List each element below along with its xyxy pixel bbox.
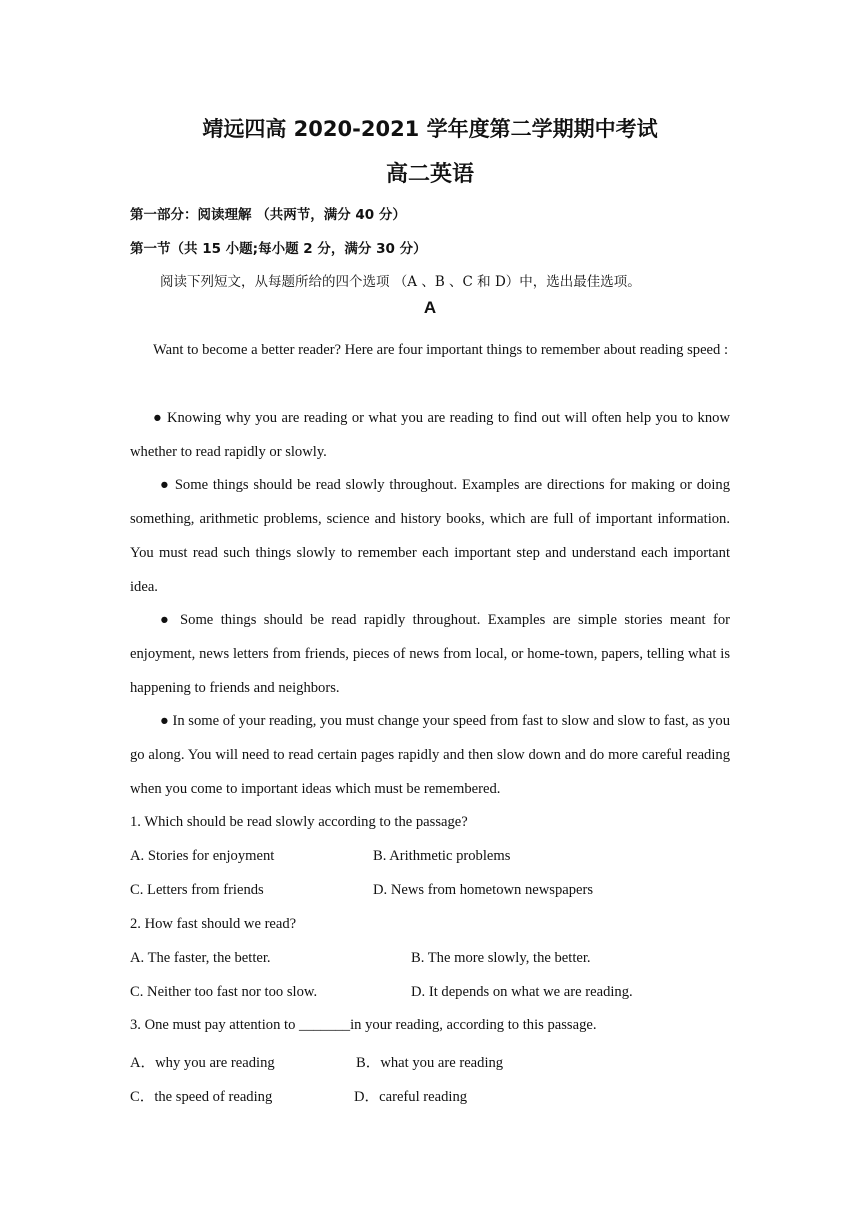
- question-2-stem: 2. How fast should we read?: [130, 916, 297, 932]
- question-3-option-a: A．why you are reading: [130, 1055, 275, 1071]
- question-1-option-c: C. Letters from friends: [130, 882, 264, 898]
- passage-point-1: ● Knowing why you are reading or what you are reading to find out will often help you to know whether to read rapidly or slowly.: [130, 410, 730, 460]
- instructions: 阅读下列短文，从每题所给的四个选项 （A 、B 、C 和 D）中，选出最佳选项。: [160, 274, 641, 290]
- exam-title: 靖远四高 2020-2021 学年度第二学期期中考试: [202, 117, 658, 141]
- question-1-option-a: A. Stories for enjoyment: [130, 848, 275, 864]
- question-1-stem: 1. Which should be read slowly according to the passage?: [130, 814, 468, 830]
- question-3-option-d: D．careful reading: [354, 1089, 468, 1105]
- question-2-option-d: D. It depends on what we are reading.: [411, 984, 633, 1000]
- section-heading: 第一节（共 15 小题;每小题 2 分，满分 30 分）: [130, 241, 427, 257]
- question-3-option-c: C．the speed of reading: [130, 1089, 273, 1105]
- passage-point-4: ● In some of your reading, you must change your speed from fast to slow and slow to fast, as you go along. You will need to read certain pages rapidly and then slow down and do more careful reading when you come to important ideas which must be remembered.: [130, 713, 730, 797]
- passage-point-3: ● Some things should be read rapidly throughout. Examples are simple stories meant for enjoyment, news letters from friends, pieces of news from local, or home-town, papers, telling what is happening to friends and neighbors.: [130, 612, 730, 696]
- question-3-option-b: B．what you are reading: [356, 1055, 504, 1071]
- question-1-option-b: B. Arithmetic problems: [373, 848, 511, 864]
- question-2-option-c: C. Neither too fast nor too slow.: [130, 984, 318, 1000]
- question-1-option-d: D. News from hometown newspapers: [373, 882, 594, 898]
- question-2-option-a: A. The faster, the better.: [130, 950, 271, 966]
- passage-letter: A: [423, 298, 437, 317]
- question-2-option-b: B. The more slowly, the better.: [411, 950, 591, 966]
- question-3-stem: 3. One must pay attention to _______in your reading, according to this passage.: [130, 1017, 597, 1033]
- passage-intro: Want to become a better reader? Here are four important things to remember about reading speed :: [153, 342, 729, 358]
- exam-subject: 高二英语: [385, 162, 474, 187]
- part-heading: 第一部分：阅读理解 （共两节，满分 40 分）: [130, 207, 406, 223]
- passage-point-2: ● Some things should be read slowly throughout. Examples are directions for making or doing something, arithmetic problems, science and history books, which are full of important information. You must read such things slowly to remember each important step and understand each important idea.: [130, 477, 730, 595]
